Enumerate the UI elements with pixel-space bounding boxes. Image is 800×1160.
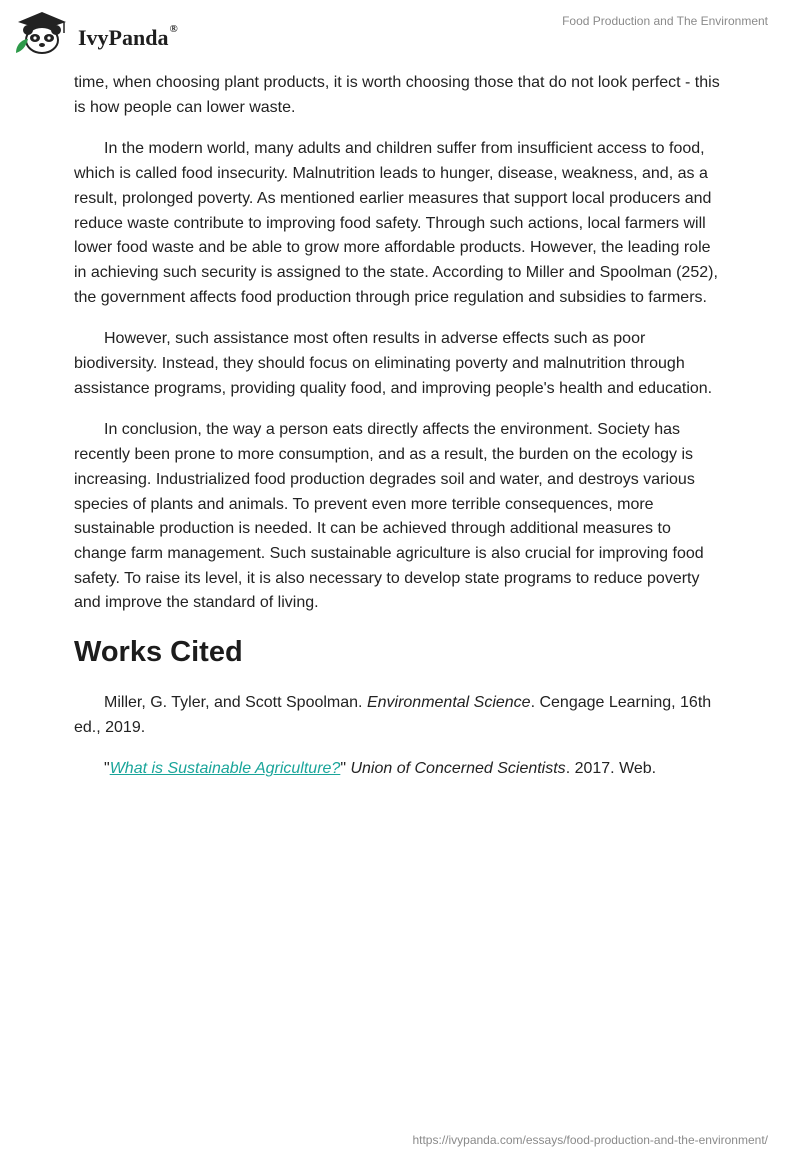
paragraph-conclusion: In conclusion, the way a person eats directly affects the environment. Society has recently been prone to more consumption, and as a result, the burden on the ecology is increasing. Industrialized food production degrades soil and water, and destroys various species of plants and animals. To prevent even more terrible consequences, more sustainable production is needed. It can be achieved through additional measures to change farm management. Such sustainable agriculture is also crucial for improving food safety. To raise its level, it is also necessary to develop state programs to reduce poverty and improve the standard of living. [74,421,704,612]
citation-book-title: Environmental Science [366,694,531,712]
brand-name: IvyPanda® [78,23,178,50]
paragraph-food-insecurity: In the modern world, many adults and children suffer from insufficient access to food, which is called food insecurity. Malnutrition leads to hunger, disease, weakness, and, as a result, prolonged poverty. As mentioned earlier measures that support local producers and reduce waste contribute to improving food safety. Through such actions, local farmers will lower food waste and be able to grow more affordable products. However, the leading role in achieving such security is assigned to the state. According to Miller and Spoolman (252), the government affects food production through price regulation and subsidies to farmers. [74,140,718,306]
panda-graduate-icon [12,9,74,57]
footer-url[interactable]: https://ivypanda.com/essays/food-production-and-the-environment/ [412,1133,768,1147]
works-cited-heading: Works Cited [74,636,243,669]
citation-miller-spoolman: Miller, G. Tyler, and Scott Spoolman. Environmental Science. Cengage Learning, 16th ed., 2019. [74,694,712,736]
essay-body [74,71,726,799]
paragraph-assistance: However, such assistance most often results in adverse effects such as poor biodiversity. Instead, they should focus on eliminating poverty and malnutrition through assistance programs, providing quality food, and improving people's health and education. [74,330,713,397]
paragraph-continued: time, when choosing plant products, it is worth choosing those that do not look perfect - this is how people can lower waste. [74,74,720,116]
citation-ucs: "What is Sustainable Agriculture?" Union of Concerned Scientists. 2017. Web. [104,760,657,778]
running-title: Food Production and The Environment [562,14,768,28]
page-header [0,0,800,62]
citation-publisher: Union of Concerned Scientists [350,760,566,778]
citation-link[interactable]: What is Sustainable Agriculture? [109,760,341,778]
ivypanda-logo[interactable] [12,9,202,57]
